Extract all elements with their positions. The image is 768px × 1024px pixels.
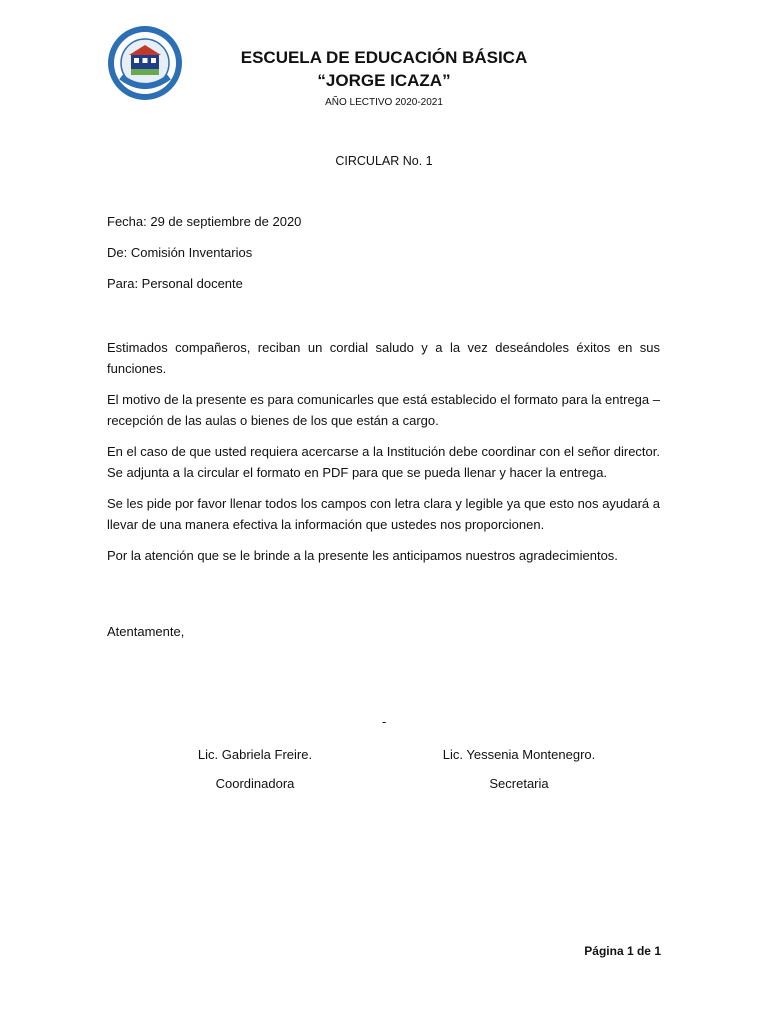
signature-name: Lic. Gabriela Freire. — [197, 747, 313, 762]
closing: Atentamente, — [107, 624, 185, 639]
paragraph-request: Se les pide por favor llenar todos los campos con letra clara y legible ya que esto nos ayudará a llevar de una manera efectiva la información que ustedes nos proporcionen. — [107, 496, 660, 532]
date-line: Fecha: 29 de septiembre de 2020 — [107, 214, 302, 229]
paragraph-purpose: El motivo de la presente es para comunicarles que está establecido el formato para la entrega – recepción de las aulas o bienes de los que están a cargo. — [107, 392, 660, 428]
signature-role: Secretaria — [489, 776, 549, 791]
signature-secretary — [409, 747, 629, 791]
paragraph-thanks: Por la atención que se le brinde a la presente les anticipamos nuestros agradecimientos. — [107, 548, 618, 563]
paragraph-greeting: Estimados compañeros, reciban un cordial saludo y a la vez deseándoles éxitos en sus funciones. — [107, 340, 660, 376]
school-year: AÑO LECTIVO 2020-2021 — [325, 97, 443, 108]
school-title: ESCUELA DE EDUCACIÓN BÁSICA — [240, 48, 528, 67]
from-line: De: Comisión Inventarios — [107, 245, 253, 260]
circular-number: CIRCULAR No. 1 — [335, 154, 433, 168]
page-number: Página 1 de 1 — [584, 944, 661, 958]
school-name: “JORGE ICAZA” — [317, 71, 451, 90]
paragraph-instructions: En el caso de que usted requiera acercarse a la Institución debe coordinar con el señor director. Se adjunta a la circular el formato en PDF para que se pueda llenar y hacer la entrega. — [107, 444, 660, 480]
signature-coordinator — [145, 747, 365, 791]
school-logo — [107, 25, 183, 101]
signature-role: Coordinadora — [215, 776, 295, 791]
separator-dash: - — [382, 714, 387, 729]
signature-name: Lic. Yessenia Montenegro. — [442, 747, 596, 762]
letter-body — [107, 337, 660, 576]
to-line: Para: Personal docente — [107, 276, 243, 291]
